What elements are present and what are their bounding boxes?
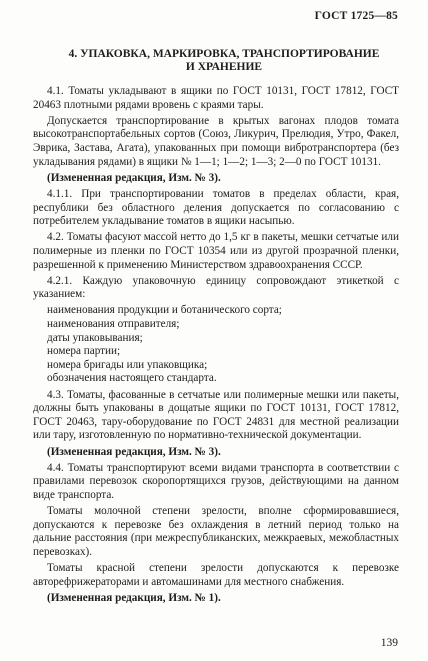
document-body (33, 85, 399, 608)
paragraph: Допускается транспортирование в крытых вагонах плодов томата высокотранспортабельных сортов (Союз, Ликурич, Прелюдия, Утро, Факел, Эврика, Застава, Агата), упакованных при помощи вибротранспортера (без укладывания рядами) в ящики № 1—1; 1—2; 1—3; 2—0 по ГОСТ 10131. (33, 114, 399, 168)
paragraph: Томаты красной степени зрелости допускаются к перевозке авторефрижераторами и автомашинами для местного снабжения. (33, 562, 399, 588)
section-title-line-1: 4. УПАКОВКА, МАРКИРОВКА, ТРАНСПОРТИРОВАНИЕ (68, 48, 380, 60)
paragraph-4-2: 4.2. Томаты фасуют массой нетто до 1,5 кг в пакеты, мешки сетчатые или полимерные из пленки по ГОСТ 10354 или из другой прозрачной пленки, разрешенной к применению Министерством здравоохранения СССР. (33, 231, 399, 271)
paragraph: Томаты молочной степени зрелости, вполне сформировавшиеся, допускаются к перевозке без охлаждения в летний период только на дальние расстояния (при межреспубликанских, межкраевых, межобластных перевозках). (33, 505, 399, 558)
amendment-note: (Измененная редакция, Изм. № 1). (47, 591, 221, 604)
paragraph-4-1: 4.1. Томаты укладывают в ящики по ГОСТ 10131, ГОСТ 17812, ГОСТ 20463 плотными рядами вровень с краями тары. (33, 85, 399, 111)
paragraph-4-3: 4.3. Томаты, фасованные в сетчатые или полимерные мешки или пакеты, должны быть упакованы в дощатые ящики по ГОСТ 10131, ГОСТ 17812, ГОСТ 20463, тару-оборудование по ГОСТ 24831 для местной реализации или тару, изготовленную по нормативно-технической документации. (33, 388, 399, 442)
page-number: 139 (380, 637, 398, 649)
paragraph-4-2-1: 4.2.1. Каждую упаковочную единицу сопровождают этикеткой с указанием: (33, 274, 399, 301)
label-list-item: даты упаковывания; (47, 331, 143, 344)
section-title (44, 48, 404, 74)
amendment-note: (Измененная редакция, Изм. № 3). (47, 171, 221, 184)
label-list-item: обозначения настоящего стандарта. (47, 372, 217, 385)
amendment-note: (Измененная редакция, Изм. № 3). (47, 445, 221, 458)
running-header: ГОСТ 1725—85 (314, 10, 398, 22)
paragraph-4-1-1: 4.1.1. При транспортировании томатов в пределах области, края, республики без областного деления допускается по согласованию с потребителем укладывание томатов в ящики насыпью. (33, 187, 399, 228)
label-list-item: номера партии; (47, 345, 121, 358)
label-list-item: наименования продукции и ботанического сорта; (47, 304, 282, 317)
section-title-line-2: И ХРАНЕНИЕ (185, 61, 263, 73)
paragraph-4-4: 4.4. Томаты транспортируют всеми видами транспорта в соответствии с правилами перевозок скоропортящихся грузов, действующими на данном виде транспорта. (33, 461, 399, 501)
label-list-item: наименования отправителя; (47, 318, 180, 331)
label-list-item: номера бригады или упаковщика; (47, 358, 208, 371)
